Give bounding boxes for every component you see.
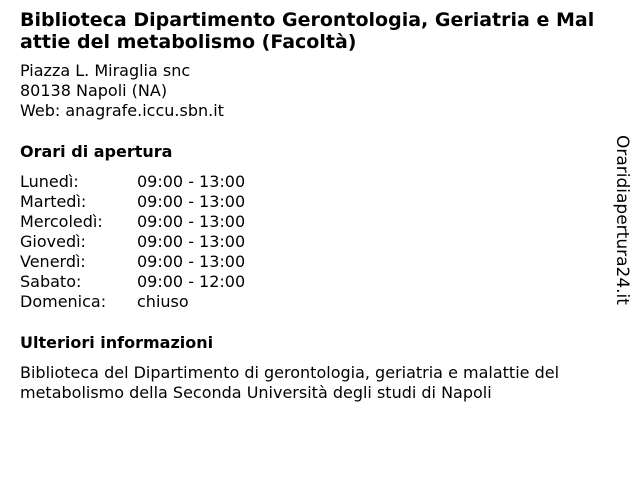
day-label: Domenica: — [20, 292, 107, 311]
site-watermark: Oraridiapertura24.it — [612, 135, 632, 305]
city-postcode: 80138 Napoli (NA) — [20, 81, 168, 100]
day-label: Giovedì: — [20, 232, 86, 251]
time-range: 09:00 - 13:00 — [137, 232, 246, 251]
day-label: Martedì: — [20, 192, 87, 211]
day-label: Venerdì: — [20, 252, 86, 271]
street-address: Piazza L. Miraglia snc — [20, 61, 191, 80]
website-link[interactable]: Web: anagrafe.iccu.sbn.it — [20, 101, 224, 120]
time-range: chiuso — [137, 292, 189, 311]
day-label: Sabato: — [20, 272, 82, 291]
address-block — [20, 61, 600, 121]
hours-row — [20, 292, 600, 312]
library-title: Biblioteca Dipartimento Gerontologia, Geriatria e Malattie del metabolismo (Facoltà) — [20, 9, 595, 53]
hours-row — [20, 252, 600, 272]
time-range: 09:00 - 13:00 — [137, 172, 246, 191]
day-label: Mercoledì: — [20, 212, 103, 231]
hours-row — [20, 212, 600, 232]
opening-hours-table — [20, 172, 600, 312]
additional-info-heading: Ulteriori informazioni — [20, 333, 214, 352]
library-card — [20, 9, 600, 403]
hours-row — [20, 232, 600, 252]
hours-row — [20, 272, 600, 292]
time-range: 09:00 - 13:00 — [137, 192, 246, 211]
additional-info-text: Biblioteca del Dipartimento di gerontologia, geriatria e malattie del metabolismo della Seconda Università degli studi di Napoli — [20, 363, 560, 402]
time-range: 09:00 - 13:00 — [137, 212, 246, 231]
opening-hours-heading: Orari di apertura — [20, 142, 173, 161]
hours-row — [20, 172, 600, 192]
time-range: 09:00 - 12:00 — [137, 272, 246, 291]
time-range: 09:00 - 13:00 — [137, 252, 246, 271]
day-label: Lunedì: — [20, 172, 79, 191]
hours-row — [20, 192, 600, 212]
